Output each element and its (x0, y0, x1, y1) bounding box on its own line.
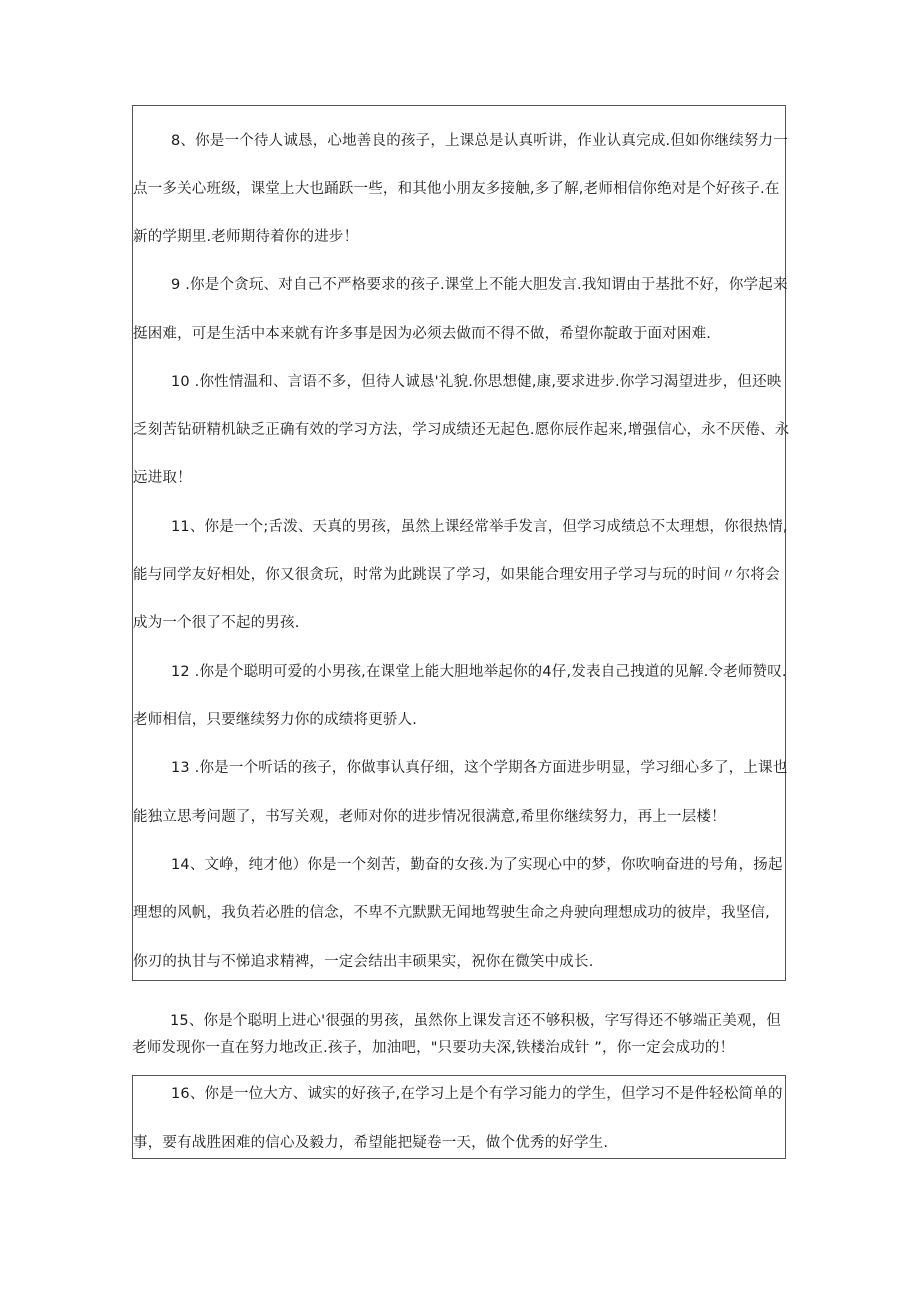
comment-13-line-2: 能独立思考问题了，书写关观，老师对你的进步情况很满意,希里你继续努力，再上一层楼！ (133, 809, 726, 825)
comment-16-line-2: 事，要有战胜困难的信心及毅力，希望能把疑卷一天，做个优秀的好学生. (133, 1135, 609, 1151)
comment-10-line-3: 远进取！ (133, 470, 192, 486)
comment-11-line-2: 能与同学友好相处，你又很贪玩，时常为此跳误了学习，如果能合理安用子学习与玩的时间〃尔将会 (133, 567, 780, 583)
comment-14-line-2: 理想的风帆，我负若必胜的信念，不卑不亢默默无闻地驾驶生命之舟驶向理想成功的彼岸，我坚信, (133, 905, 770, 921)
comment-8-line-1: 8、你是一个待人诚恳，心地善良的孩子，上课总是认真听讲，作业认真完成.但如你继续努力一 (171, 133, 788, 149)
comment-15-line-1: 15、你是个聪明上进心'很强的男孩，虽然你上课发言还不够积极，字写得还不够端正美观，但 (170, 1013, 782, 1029)
comment-10-line-2: 乏刻苦钻研精机缺乏正确有效的学习方法，学习成绩还无起色.愿你辰作起来,增强信心，永不厌倦、永 (133, 422, 790, 438)
comment-13-line-1: 13 .你是一个听话的孩子，你做事认真仔细，这个学期各方面进步明显，学习细心多了，上课也 (171, 760, 788, 776)
comment-12-line-1: 12 .你是个聪明可爱的小男孩,在课堂上能大胆地举起你的4仔,发表自己拽道的见解.令老师赞叹. (171, 664, 787, 680)
comment-9-line-2: 挺困难，可是生活中本来就有许多事是因为必须去做而不得不做，希望你靛敢于面对困难. (133, 326, 712, 342)
comment-8-line-2: 点一多关心班级，课堂上大也踊跃一些，和其他小朋友多接触,多了解,老师相信你绝对是个好孩子.在 (133, 181, 780, 197)
comment-11-line-1: 11、你是一个;舌泼、天真的男孩，虽然上课经常举手发言，但学习成绩总不太理想，你很热情, (171, 519, 788, 535)
comment-16-line-1: 16、你是一位大方、诚实的好孩子,在学习上是个有学习能力的学生，但学习不是件轻松简单的 (171, 1086, 783, 1102)
comment-8-line-3: 新的学期里.老师期待着你的进步！ (133, 229, 359, 245)
comments-box-top (132, 105, 790, 981)
comment-11-line-3: 成为一个很了不起的男孩. (133, 615, 300, 631)
comment-12-line-2: 老师相信，只要继续努力你的成绩将更骄人. (133, 712, 418, 728)
comment-10-line-1: 10 .你性情温和、言语不多，但待人诚恳'礼貌.你思想健,康,要求进步.你学习渴望进步，但还映 (171, 374, 782, 390)
comment-9-line-1: 9 .你是个贪玩、对自己不严格要求的孩子.课堂上不能大胆发言.我知谓由于基批不好，你学起来 (171, 277, 788, 293)
comment-14-line-3: 你刃的执甘与不悌追求精裨，一定会结出丰硕果实，祝你在微笑中成长. (133, 954, 594, 970)
comment-15-line-2: 老师发现你一直在努力地改正.孩子，加油吧，"只要功夫深,铁楼治成针 ”，你一定会成功的！ (132, 1040, 735, 1056)
comment-14-line-1: 14、文峥，纯才他）你是一个刻苦，勤奋的女孩.为了实现心中的梦，你吹响奋进的号角，扬起 (171, 857, 783, 873)
comments-box-bottom (132, 1075, 786, 1159)
